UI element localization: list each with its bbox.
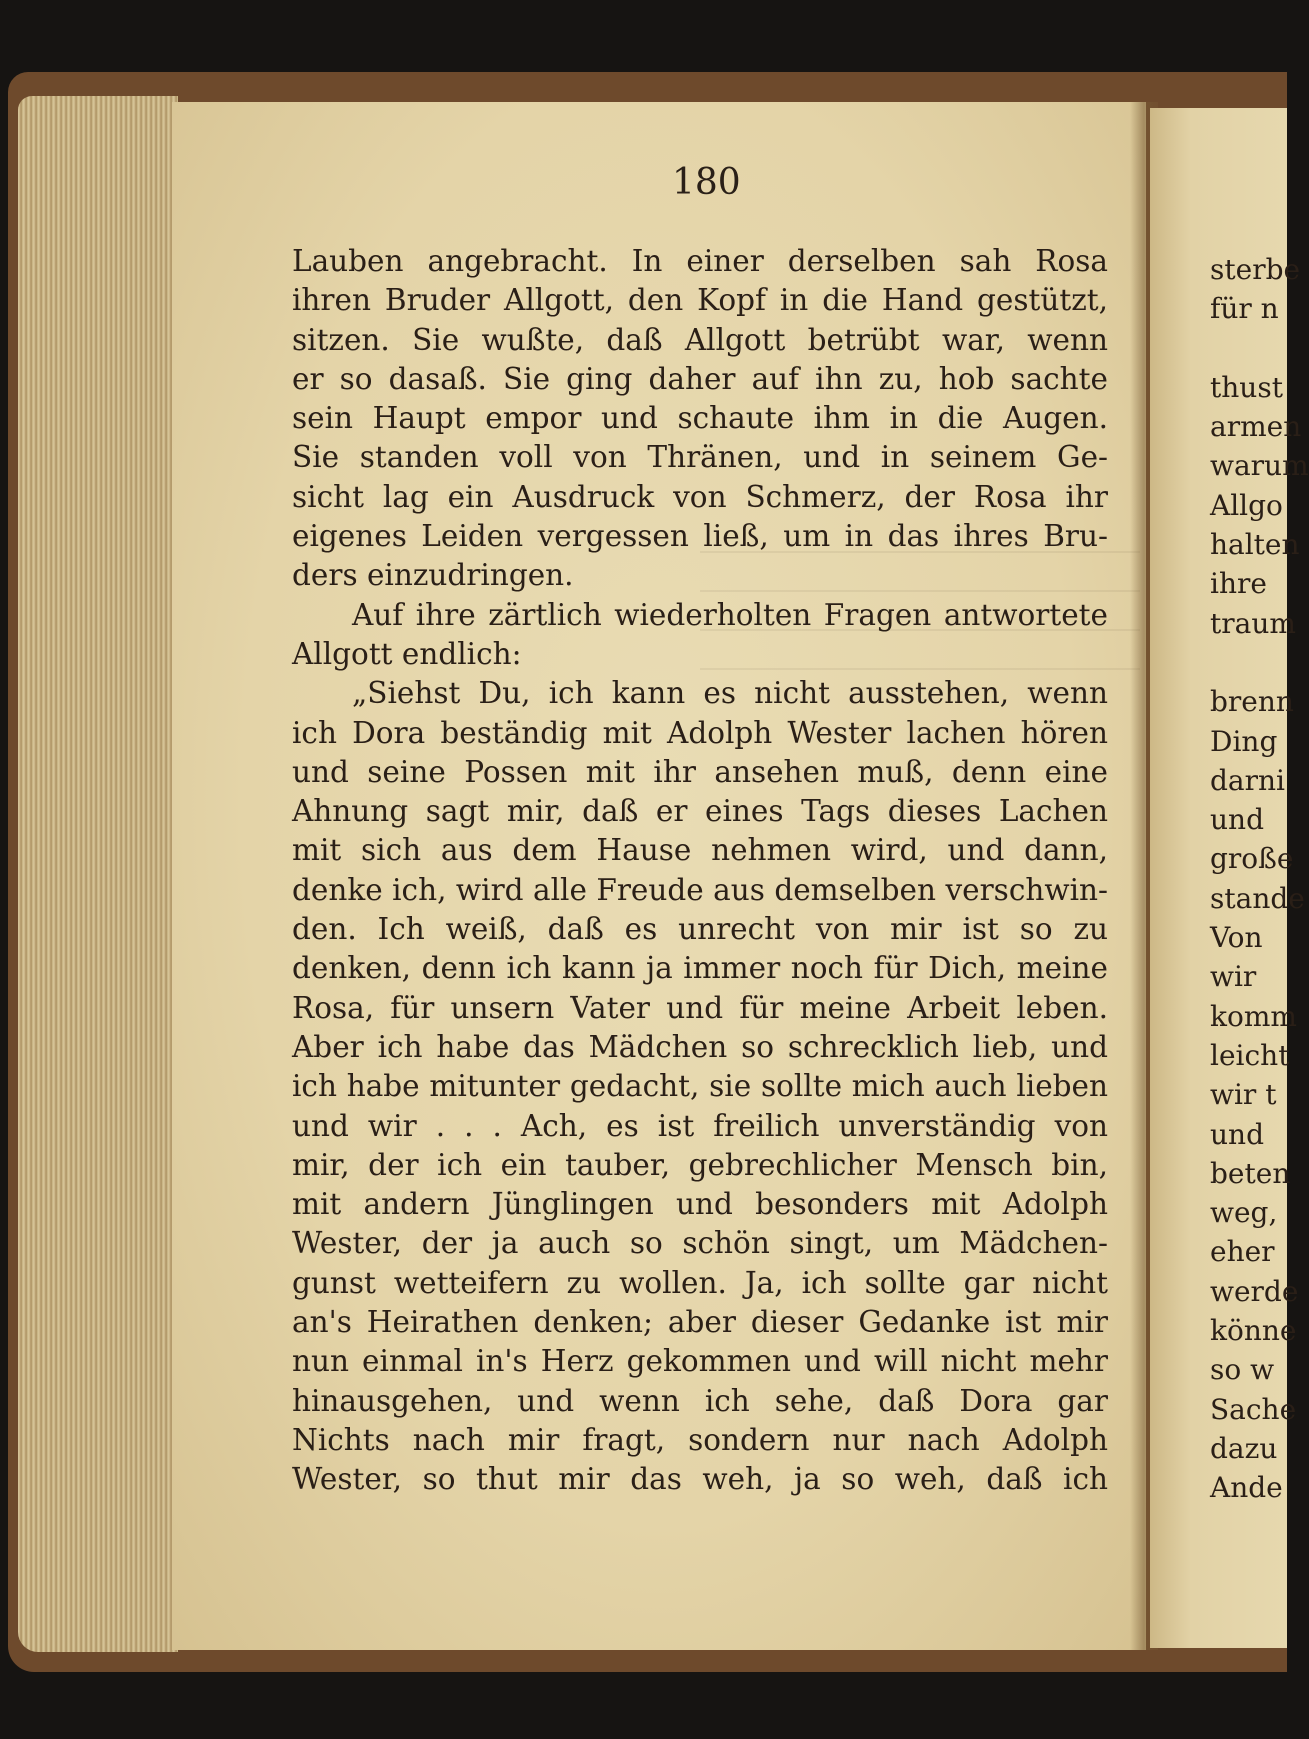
- text-line: hinausgehen, und wenn ich sehe, daß Dora gar: [292, 1383, 1108, 1418]
- right-text-line: für n: [1210, 292, 1279, 326]
- text-line: Auf ihre zärtlich wiederholten Fragen antwortete: [352, 597, 1108, 632]
- text-line: ihren Bruder Allgott, den Kopf in die Hand gestützt,: [292, 283, 1108, 318]
- text-line: Sie standen voll von Thränen, und in seinem Ge-: [292, 440, 1108, 475]
- right-text-line: armen: [1210, 410, 1302, 444]
- right-text-line: Ande: [1210, 1471, 1283, 1505]
- right-text-line: komm: [1210, 999, 1297, 1033]
- right-text-line: dazu: [1210, 1431, 1278, 1465]
- right-text-line: brenn: [1210, 685, 1294, 719]
- right-text-line: wir t: [1210, 1078, 1277, 1112]
- right-text-line: weg,: [1210, 1196, 1278, 1230]
- text-line: „Siehst Du, ich kann es nicht ausstehen, wenn: [352, 676, 1108, 711]
- text-line: ich Dora beständig mit Adolph Wester lachen hören: [292, 715, 1108, 750]
- left-page-text: [292, 242, 1108, 1500]
- text-line: ich habe mitunter gedacht, sie sollte mich auch lieben: [292, 1069, 1108, 1104]
- right-text-line: thust: [1210, 370, 1283, 404]
- right-text-line: sterbe: [1210, 253, 1301, 286]
- text-line: und seine Possen mit ihr ansehen muß, denn eine: [292, 754, 1108, 789]
- text-line: Nichts nach mir fragt, sondern nur nach Adolph: [292, 1422, 1108, 1457]
- text-line: er so dasaß. Sie ging daher auf ihn zu, hob sachte: [292, 361, 1108, 396]
- right-text-line: traum: [1210, 606, 1296, 640]
- right-page-text: [1210, 250, 1309, 1508]
- right-text-line: wir: [1210, 960, 1257, 994]
- text-line: Ahnung sagt mir, daß er eines Tags dieses Lachen: [292, 794, 1108, 829]
- text-line: denken, denn ich kann ja immer noch für Dich, meine: [292, 951, 1108, 986]
- page-number: 180: [672, 162, 741, 203]
- right-text-line: werde: [1210, 1274, 1299, 1308]
- right-text-line: stande: [1210, 881, 1305, 915]
- text-line: nun einmal in's Herz gekommen und will nicht mehr: [292, 1344, 1108, 1379]
- text-line: an's Heirathen denken; aber dieser Gedanke ist mir: [292, 1305, 1108, 1340]
- page-edges: [18, 96, 178, 1652]
- text-line: sein Haupt empor und schaute ihm in die Augen.: [292, 401, 1108, 436]
- right-text-line: Ding: [1210, 724, 1278, 758]
- right-text-line: leicht: [1210, 1038, 1290, 1072]
- right-text-line: und: [1210, 803, 1264, 837]
- text-line: eigenes Leiden vergessen ließ, um in das ihres Bru-: [292, 519, 1108, 554]
- right-text-line: große: [1210, 842, 1294, 876]
- text-line: sicht lag ein Ausdruck von Schmerz, der Rosa ihr: [292, 479, 1108, 514]
- right-text-line: [1210, 329, 1309, 368]
- right-text-line: [1210, 643, 1309, 682]
- text-line: mit sich aus dem Hause nehmen wird, und dann,: [292, 833, 1108, 868]
- right-text-line: und: [1210, 1117, 1264, 1151]
- right-text-line: halten: [1210, 528, 1300, 562]
- right-text-line: eher: [1210, 1235, 1275, 1269]
- right-text-line: Sache: [1210, 1392, 1297, 1426]
- right-text-line: darni: [1210, 763, 1285, 797]
- text-line: gunst wetteifern zu wollen. Ja, ich sollte gar nicht: [292, 1265, 1108, 1300]
- text-line: Lauben angebracht. In einer derselben sah Rosa: [292, 244, 1108, 278]
- right-text-line: Allgo: [1210, 488, 1283, 522]
- text-line: Wester, der ja auch so schön singt, um Mädchen-: [292, 1226, 1108, 1261]
- right-text-line: Von: [1210, 921, 1263, 955]
- text-line: Aber ich habe das Mädchen so schrecklich lieb, und: [292, 1029, 1108, 1064]
- text-line: den. Ich weiß, daß es unrecht von mir ist so zu: [292, 912, 1108, 947]
- right-text-line: beten: [1210, 1156, 1291, 1190]
- text-line: Wester, so thut mir das weh, ja so weh, daß ich: [292, 1462, 1108, 1497]
- text-line: ders einzudringen.: [292, 558, 574, 593]
- text-line: mit andern Jünglingen und besonders mit Adolph: [292, 1187, 1108, 1222]
- text-line: sitzen. Sie wußte, daß Allgott betrübt war, wenn: [292, 322, 1108, 357]
- right-text-line: könne: [1210, 1314, 1297, 1348]
- right-text-line: ihre: [1210, 567, 1267, 601]
- text-line: Rosa, für unsern Vater und für meine Arbeit leben.: [292, 990, 1108, 1025]
- right-text-line: so w: [1210, 1353, 1275, 1387]
- text-line: denke ich, wird alle Freude aus demselben verschwin-: [292, 872, 1108, 907]
- text-line: Allgott endlich:: [292, 636, 522, 671]
- text-line: mir, der ich ein tauber, gebrechlicher Mensch bin,: [292, 1147, 1108, 1182]
- right-text-line: warum: [1210, 449, 1309, 483]
- text-line: und wir . . . Ach, es ist freilich unverständig von: [292, 1108, 1108, 1143]
